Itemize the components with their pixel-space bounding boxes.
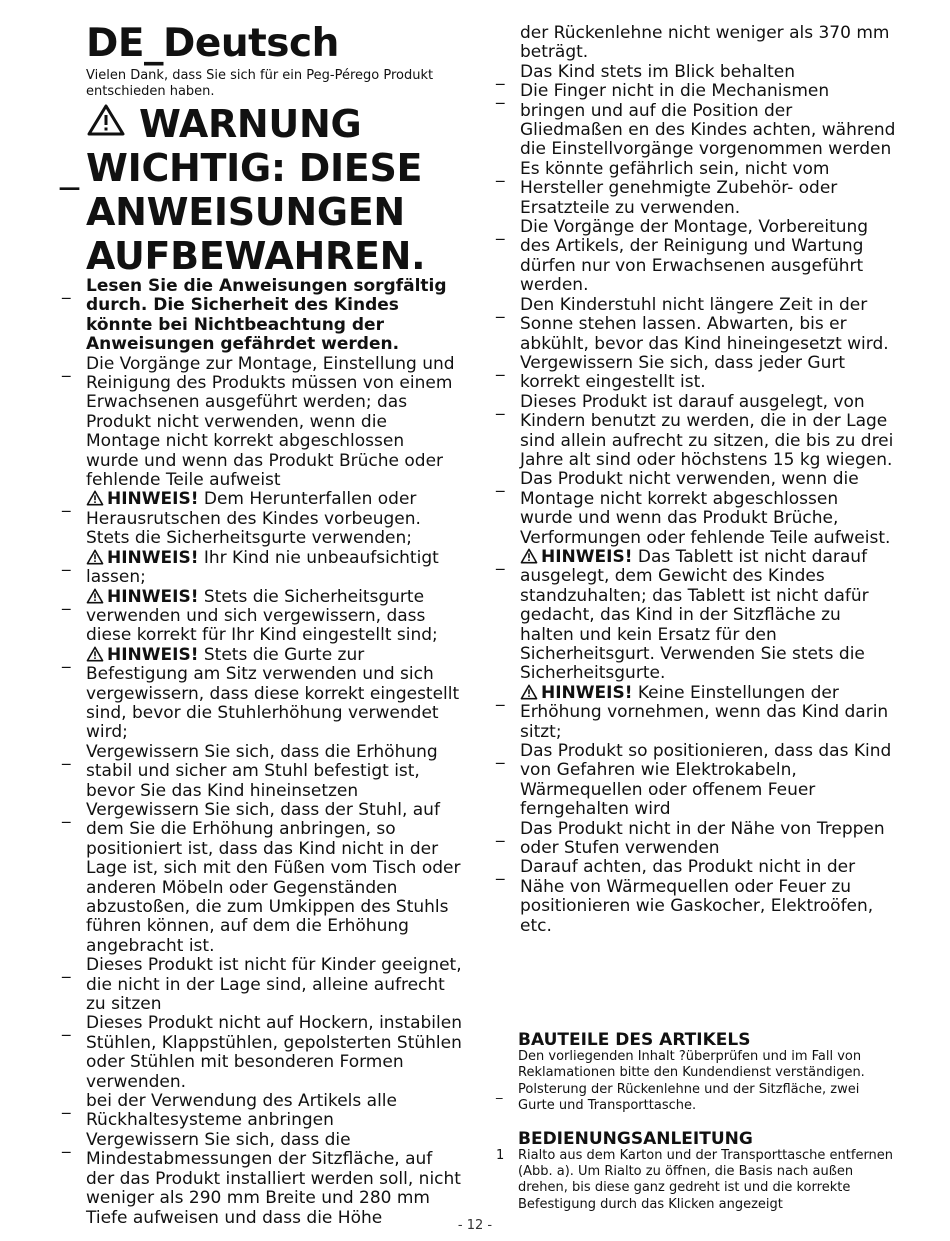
step-number: 1 bbox=[496, 1148, 505, 1163]
list-item bbox=[62, 1131, 462, 1228]
item-text: Vergewissern Sie sich, dass der Stuhl, auf dem Sie die Erhöhung anbringen, so positioniert ist, dass das Kind nicht in der Lage ist, sich mit den Füßen vom Tisch oder anderen Möbeln oder Gegenständen abzustoßen, die zum Umkippen des Stuhls führen können, auf dem die Erhöhung angebracht ist. bbox=[86, 799, 461, 956]
item-text: Ihr Kind nie unbeaufsichtigt lassen; bbox=[86, 547, 439, 588]
item-text: Dieses Produkt nicht auf Hockern, instabilen Stühlen, Klappstühlen, gepolsterten Stühlen oder Stühlen mit besonderen Formen verwenden. bbox=[86, 1013, 462, 1092]
components-title: BAUTEILE DES ARTIKELS bbox=[518, 1030, 751, 1050]
bullet: _ bbox=[496, 745, 505, 766]
page-number: - 12 - bbox=[457, 1218, 493, 1233]
list-item bbox=[62, 588, 462, 646]
bullet: _ bbox=[496, 221, 505, 242]
list-item bbox=[62, 1014, 462, 1092]
warning-icon bbox=[520, 548, 538, 564]
list-item bbox=[62, 490, 462, 548]
warning-dash: _ bbox=[60, 146, 79, 190]
list-item bbox=[496, 820, 896, 859]
instructions-list bbox=[496, 1148, 896, 1213]
list-item bbox=[496, 393, 896, 471]
hinweis-label: HINWEIS! bbox=[541, 682, 633, 703]
warning-title-block bbox=[60, 102, 466, 278]
bullet: _ bbox=[62, 1133, 71, 1154]
item-text: Das Produkt so positionieren, dass das Kind von Gefahren wie Elektrokabeln, Wärmequellen oder offenem Feuer ferngehalten wird bbox=[520, 741, 892, 820]
instructions-title: BEDIENUNGSANLEITUNG bbox=[518, 1129, 753, 1149]
item-text: Es könnte gefährlich sein, nicht vom Hersteller genehmigte Zubehör- oder Ersatzteile zu verwenden. bbox=[520, 158, 838, 218]
bullet: _ bbox=[62, 280, 71, 300]
intro-text: Vielen Dank, dass Sie sich für ein Peg-Pérego Produkt entschieden haben. bbox=[86, 68, 434, 99]
item-text: der Rückenlehne nicht weniger als 370 mm beträgt. bbox=[520, 23, 890, 63]
warning-icon bbox=[520, 684, 538, 700]
list-item bbox=[62, 549, 462, 588]
bullet: _ bbox=[496, 822, 505, 843]
list-item bbox=[62, 355, 462, 491]
item-text: Das Kind stets im Blick behalten bbox=[520, 61, 795, 82]
hinweis-label: HINWEIS! bbox=[107, 644, 199, 665]
bullet: _ bbox=[496, 356, 505, 377]
item-text: Das Tablett ist nicht darauf ausgelegt, dem Gewicht des Kindes standzuhalten; das Tablett ist nicht dafür gedacht, das Kind in der Sitzfläche zu halten und kein Ersatz für den Sicherheitsgurt. Verwenden Sie stets die Sicherheitsgurte. bbox=[520, 546, 869, 684]
list-item bbox=[496, 858, 896, 936]
list-item bbox=[496, 61, 896, 86]
item-text: Die Vorgänge zur Montage, Einstellung und Reinigung des Produkts müssen von einem Erwachsenen ausgeführt werden; das Produkt nicht verwenden, wenn die Montage nicht korrekt abgeschlossen wurde und wenn das Produkt Brüche oder fehlende Teile aufweist bbox=[86, 353, 455, 491]
item-text: Die Finger nicht in die Mechanismen bringen und auf die Position der Gliedmaßen en des Kindes achten, während die Einstellvorgänge vorgenommen werden bbox=[520, 81, 896, 160]
warning-icon bbox=[86, 588, 104, 604]
bullet: _ bbox=[496, 395, 505, 416]
list-item bbox=[496, 354, 896, 393]
list-item bbox=[496, 82, 896, 160]
list-item bbox=[496, 160, 896, 218]
bullet: _ bbox=[62, 1017, 71, 1038]
list-item bbox=[496, 684, 896, 742]
bullet: _ bbox=[62, 745, 71, 766]
item-text: Die Vorgänge der Montage, Vorbereitung des Artikels, der Reinigung und Wartung dürfen nur von Erwachsenen ausgeführt werden. bbox=[520, 217, 869, 296]
warning-title-line3: ANWEISUNGEN bbox=[86, 190, 405, 234]
bullet: _ bbox=[62, 648, 71, 669]
components-text: Den vorliegenden Inhalt ?überprüfen und im Fall von Reklamationen bitte den Kundendienst verständigen. bbox=[518, 1049, 865, 1081]
warning-title-line4: AUFBEWAHREN. bbox=[86, 234, 426, 278]
bullet: _ bbox=[496, 550, 505, 571]
warning-title-line1: WARNUNG bbox=[138, 102, 362, 146]
list-item bbox=[496, 742, 896, 820]
list-item bbox=[62, 277, 462, 355]
left-warning-list bbox=[62, 277, 462, 1228]
bullet: _ bbox=[496, 1085, 503, 1100]
bullet: _ bbox=[496, 298, 505, 319]
hinweis-label: HINWEIS! bbox=[107, 489, 199, 510]
page-heading: DE_Deutsch bbox=[86, 21, 339, 66]
bullet: _ bbox=[62, 959, 71, 980]
item-text: Rialto aus dem Karton und der Transporttasche entfernen (Abb. a). Um Rialto zu öffnen, die Basis nach außen drehen, bis diese ganz gedreht ist und die korrekte Befestigung durch das Klicken angezeigt bbox=[518, 1148, 894, 1212]
list-item bbox=[496, 548, 896, 684]
item-text: Vergewissern Sie sich, dass die Mindestabmessungen der Sitzfläche, auf der das Produkt installiert werden soll, nicht weniger als 290 mm Breite und 280 mm Tiefe aufweisen und dass die Höhe bbox=[86, 1129, 461, 1228]
bullet: _ bbox=[62, 493, 71, 514]
hinweis-label: HINWEIS! bbox=[107, 547, 199, 568]
components-list bbox=[496, 1082, 896, 1114]
item-text: Stets die Sicherheitsgurte verwenden und sich vergewissern, dass diese korrekt für Ihr Kind eingestellt sind; bbox=[86, 586, 438, 646]
item-text: Dieses Produkt ist darauf ausgelegt, von Kindern benutzt zu werden, die in der Lage sind allein aufrecht zu sitzen, die bis zu drei Jahre alt sind oder höchstens 15 kg wiegen. bbox=[520, 391, 894, 470]
bullet: _ bbox=[496, 686, 505, 707]
list-item bbox=[62, 743, 462, 801]
item-text: Polsterung der Rückenlehne und der Sitzfläche, zwei Gurte und Transporttasche. bbox=[518, 1082, 860, 1114]
list-item bbox=[496, 218, 896, 296]
item-text: Stets die Gurte zur Befestigung am Sitz verwenden und sich vergewissern, dass diese korrekt eingestellt sind, bevor die Stuhlerhöhung verwendet wird; bbox=[86, 644, 460, 743]
bullet: _ bbox=[496, 85, 505, 106]
bullet: _ bbox=[496, 861, 505, 882]
list-item bbox=[496, 1148, 896, 1213]
warning-icon bbox=[86, 549, 104, 565]
item-text: Das Produkt nicht in der Nähe von Treppen oder Stufen verwenden bbox=[520, 818, 885, 859]
list-item-continued bbox=[496, 24, 896, 63]
hinweis-label: HINWEIS! bbox=[541, 546, 633, 567]
item-text: Darauf achten, das Produkt nicht in der Nähe von Wärmequellen oder Feuer zu positionieren wie Gaskocher, Elektroöfen, etc. bbox=[520, 857, 874, 936]
bullet: _ bbox=[62, 551, 71, 572]
list-item bbox=[496, 470, 896, 548]
list-item bbox=[62, 801, 462, 956]
list-item bbox=[496, 1082, 896, 1114]
warning-icon bbox=[86, 490, 104, 506]
bullet: _ bbox=[62, 1095, 71, 1116]
item-text: Dem Herunterfallen oder Herausrutschen des Kindes vorbeugen. Stets die Sicherheitsgurte verwenden; bbox=[86, 489, 421, 549]
item-text: Das Produkt nicht verwenden, wenn die Montage nicht korrekt abgeschlossen wurde und wenn das Produkt Brüche, Verformungen oder fehlende Teile aufweist. bbox=[520, 469, 891, 548]
item-text: bei der Verwendung des Artikels alle Rückhaltesysteme anbringen bbox=[86, 1091, 397, 1131]
list-item bbox=[496, 296, 896, 354]
item-text: Den Kinderstuhl nicht längere Zeit in der Sonne stehen lassen. Abwarten, bis er abkühlt, bevor das Kind hineingesetzt wird. bbox=[520, 294, 889, 354]
list-item bbox=[62, 646, 462, 743]
warning-icon bbox=[86, 646, 104, 662]
list-item bbox=[62, 956, 462, 1014]
warning-title-line2: WICHTIG: DIESE bbox=[86, 146, 423, 190]
item-text: Dieses Produkt ist nicht für Kinder geeignet, die nicht in der Lage sind, alleine aufrecht zu sitzen bbox=[86, 955, 462, 1015]
item-text: Vergewissern Sie sich, dass die Erhöhung stabil und sicher am Stuhl befestigt ist, bevor Sie das Kind hineinsetzen bbox=[86, 741, 438, 801]
hinweis-label: HINWEIS! bbox=[107, 586, 199, 607]
item-text: Keine Einstellungen der Erhöhung vornehmen, wenn das Kind darin sitzt; bbox=[520, 682, 889, 742]
bullet: _ bbox=[62, 803, 71, 824]
item-text: Vergewissern Sie sich, dass jeder Gurt korrekt eingestellt ist. bbox=[520, 352, 846, 393]
item-text-bold: Lesen Sie die Anweisungen sorgfältig durch. Die Sicherheit des Kindes könnte bei Nichtbeachtung der Anweisungen gefährdet werden. bbox=[86, 276, 447, 355]
warning-triangle-icon bbox=[86, 103, 126, 137]
bullet: _ bbox=[496, 162, 505, 183]
right-warning-list bbox=[496, 24, 896, 936]
bullet: _ bbox=[62, 357, 71, 378]
bullet: _ bbox=[496, 473, 505, 494]
bullet: _ bbox=[62, 590, 71, 611]
list-item bbox=[62, 1092, 462, 1131]
bullet: _ bbox=[496, 65, 505, 86]
